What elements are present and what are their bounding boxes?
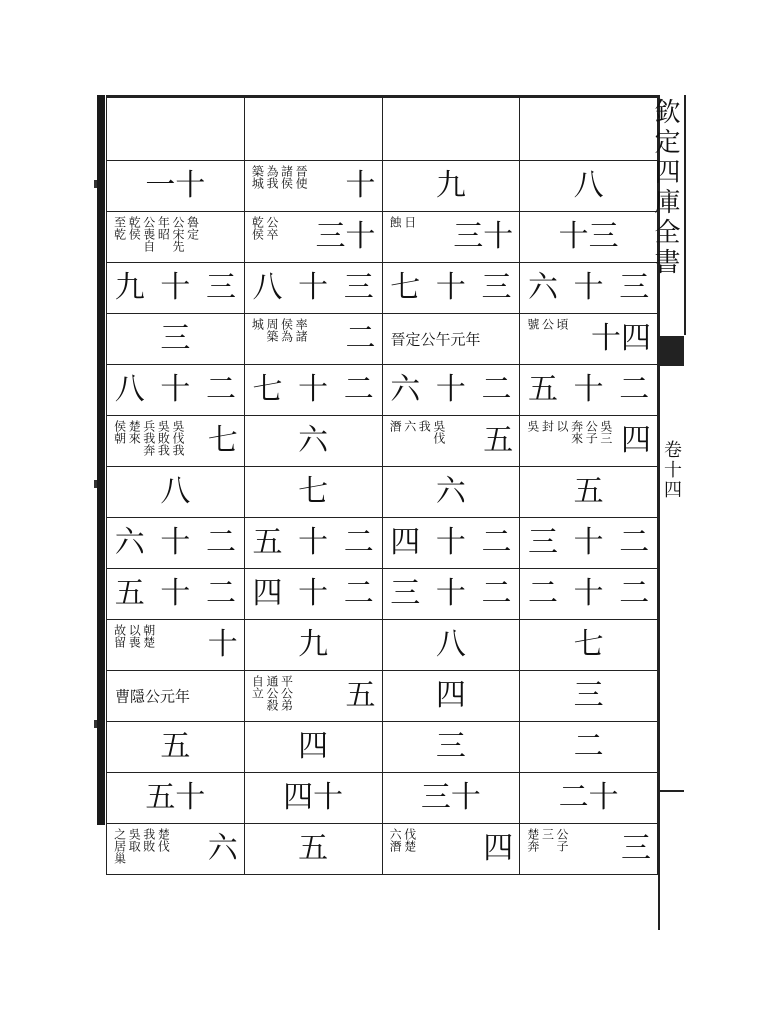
year-number bbox=[107, 372, 244, 407]
table-cell bbox=[382, 671, 520, 722]
numeral-glyph: 八 bbox=[114, 372, 145, 407]
annotation-column: 公子 bbox=[555, 828, 570, 852]
edge-tick bbox=[94, 720, 97, 728]
year-number: 四 bbox=[483, 831, 514, 866]
table-row bbox=[107, 97, 658, 161]
table-row bbox=[107, 518, 658, 569]
table-row bbox=[107, 824, 658, 875]
numeral-glyph: 十 bbox=[298, 372, 329, 407]
numeral-glyph: 八 bbox=[252, 270, 283, 305]
table-cell bbox=[107, 467, 245, 518]
table-cell bbox=[244, 722, 382, 773]
annotation-column: 率諸 bbox=[294, 318, 309, 342]
annotation-column: 封 bbox=[540, 420, 555, 432]
annotation-column: 為我 bbox=[264, 165, 279, 189]
annotation-column: 吳敗我 bbox=[156, 420, 171, 456]
annotation-column: 吳 bbox=[525, 420, 540, 432]
table-cell bbox=[107, 518, 245, 569]
table-cell bbox=[520, 467, 658, 518]
table-cell bbox=[244, 773, 382, 824]
annotation-column: 侯朝 bbox=[112, 420, 127, 444]
page-edge-bar bbox=[97, 95, 105, 825]
cell-annotation bbox=[113, 624, 155, 666]
chronology-table bbox=[106, 95, 658, 930]
annotation-column: 城 bbox=[250, 318, 265, 330]
year-number bbox=[520, 270, 657, 305]
numeral-glyph: 三 bbox=[390, 576, 421, 611]
annotation-column: 故留 bbox=[112, 624, 127, 648]
annotation-column: 楚伐 bbox=[156, 828, 171, 852]
table-cell bbox=[244, 212, 382, 263]
numeral-glyph: 二 bbox=[619, 576, 650, 611]
annotation-column: 公子 bbox=[584, 420, 599, 444]
annotation-column: 潛 bbox=[388, 420, 403, 432]
year-number: 三十 bbox=[420, 780, 481, 815]
year-number bbox=[245, 270, 382, 305]
table-cell bbox=[107, 416, 245, 467]
table-cell bbox=[107, 263, 245, 314]
table-cell bbox=[382, 518, 520, 569]
annotation-column: 吳伐我 bbox=[170, 420, 185, 456]
annotation-column: 諸侯 bbox=[279, 165, 294, 189]
year-number: 五 bbox=[483, 423, 514, 458]
table-row bbox=[107, 467, 658, 518]
edge-tick bbox=[94, 480, 97, 488]
table-cell bbox=[520, 212, 658, 263]
year-number: 五 bbox=[298, 831, 329, 866]
annotation-column: 楚奔 bbox=[525, 828, 540, 852]
table-cell bbox=[520, 569, 658, 620]
table-cell bbox=[520, 824, 658, 875]
year-number bbox=[107, 576, 244, 611]
numeral-glyph: 十 bbox=[573, 525, 604, 560]
numeral-glyph: 十 bbox=[573, 576, 604, 611]
year-number: 八 bbox=[435, 627, 466, 662]
table-cell bbox=[107, 569, 245, 620]
cell-annotation bbox=[113, 420, 184, 462]
year-number: 三 bbox=[573, 678, 604, 713]
annotation-column: 以 bbox=[555, 420, 570, 432]
table-cell bbox=[520, 365, 658, 416]
year-number bbox=[107, 525, 244, 560]
annotation-column: 頃 bbox=[555, 318, 570, 330]
table-cell bbox=[244, 263, 382, 314]
annotation-column: 吳三 bbox=[598, 420, 613, 444]
numeral-glyph: 五 bbox=[114, 576, 145, 611]
numeral-glyph: 二 bbox=[481, 576, 512, 611]
table-cell bbox=[244, 365, 382, 416]
annotation-column: 築城 bbox=[250, 165, 265, 189]
table-cell bbox=[382, 569, 520, 620]
annotation-column: 通公殺 bbox=[264, 675, 279, 711]
table-cell bbox=[107, 671, 245, 722]
cell-annotation bbox=[251, 318, 307, 360]
year-number: 四 bbox=[621, 423, 651, 458]
annotation-column: 號 bbox=[525, 318, 540, 330]
year-number: 六 bbox=[435, 474, 466, 509]
annotation-column: 乾侯 bbox=[250, 216, 265, 240]
annotation-column: 我 bbox=[417, 420, 432, 432]
cell-annotation bbox=[526, 828, 568, 870]
table-cell bbox=[107, 161, 245, 212]
numeral-glyph: 十 bbox=[298, 270, 329, 305]
cell-annotation bbox=[113, 216, 199, 258]
year-number: 七 bbox=[207, 423, 238, 458]
table-cell bbox=[107, 314, 245, 365]
table-cell bbox=[107, 365, 245, 416]
year-number: 九 bbox=[298, 627, 329, 662]
numeral-glyph: 十 bbox=[573, 270, 604, 305]
cell-annotation bbox=[251, 675, 293, 717]
annotation-column: 兵我奔 bbox=[141, 420, 156, 456]
numeral-glyph: 三 bbox=[205, 270, 236, 305]
annotation-column: 朝楚 bbox=[141, 624, 156, 648]
table-row bbox=[107, 722, 658, 773]
table-cell bbox=[520, 722, 658, 773]
cell-annotation bbox=[251, 165, 307, 207]
table-cell bbox=[244, 620, 382, 671]
table-row bbox=[107, 671, 658, 722]
numeral-glyph: 十 bbox=[160, 270, 191, 305]
table-row bbox=[107, 161, 658, 212]
table-cell bbox=[107, 722, 245, 773]
cell-note: 晉定公午元年 bbox=[390, 330, 481, 349]
year-number: 三十 bbox=[453, 219, 514, 254]
annotation-column: 六潛 bbox=[388, 828, 403, 852]
annotation-column: 蝕 bbox=[388, 216, 403, 228]
year-number bbox=[383, 576, 520, 611]
year-number bbox=[520, 576, 657, 611]
chronology-grid bbox=[106, 95, 658, 875]
numeral-glyph: 二 bbox=[528, 576, 559, 611]
table-cell bbox=[382, 722, 520, 773]
annotation-column: 楚來 bbox=[127, 420, 142, 444]
table-cell bbox=[382, 314, 520, 365]
table-cell bbox=[382, 467, 520, 518]
year-number: 二十 bbox=[558, 780, 619, 815]
title-rule bbox=[684, 95, 686, 335]
table-cell bbox=[520, 671, 658, 722]
edge-tick bbox=[94, 180, 97, 188]
numeral-glyph: 十 bbox=[573, 372, 604, 407]
year-number: 六 bbox=[207, 831, 238, 866]
numeral-glyph: 十 bbox=[435, 270, 466, 305]
year-number: 八 bbox=[573, 168, 604, 203]
annotation-column: 伐楚 bbox=[402, 828, 417, 852]
year-number: 三 bbox=[160, 321, 191, 356]
numeral-glyph: 九 bbox=[114, 270, 145, 305]
numeral-glyph: 二 bbox=[343, 372, 374, 407]
annotation-column: 侯為 bbox=[279, 318, 294, 342]
numeral-glyph: 五 bbox=[252, 525, 283, 560]
annotation-column: 公 bbox=[540, 318, 555, 330]
year-number: 十 bbox=[345, 168, 376, 203]
year-number: 五 bbox=[345, 678, 376, 713]
numeral-glyph: 六 bbox=[390, 372, 421, 407]
year-number: 七 bbox=[573, 627, 604, 662]
year-number: 十四 bbox=[591, 321, 651, 356]
table-cell bbox=[382, 97, 520, 161]
table-cell bbox=[382, 416, 520, 467]
annotation-column: 至乾 bbox=[112, 216, 127, 240]
numeral-glyph: 四 bbox=[390, 525, 421, 560]
table-cell bbox=[382, 365, 520, 416]
numeral-glyph: 十 bbox=[298, 576, 329, 611]
year-number: 四 bbox=[298, 729, 329, 764]
table-row bbox=[107, 620, 658, 671]
table-cell bbox=[244, 314, 382, 365]
annotation-column: 乾侯 bbox=[127, 216, 142, 240]
year-number: 三 bbox=[435, 729, 466, 764]
year-number: 二 bbox=[573, 729, 604, 764]
year-number: 九 bbox=[435, 168, 466, 203]
numeral-glyph: 二 bbox=[481, 525, 512, 560]
annotation-column: 以喪 bbox=[127, 624, 142, 648]
annotation-column: 日 bbox=[402, 216, 417, 228]
year-number bbox=[245, 372, 382, 407]
table-cell bbox=[107, 212, 245, 263]
annotation-column: 周築 bbox=[264, 318, 279, 342]
year-number: 五十 bbox=[145, 780, 206, 815]
table-cell bbox=[244, 569, 382, 620]
table-cell bbox=[107, 824, 245, 875]
numeral-glyph: 五 bbox=[528, 372, 559, 407]
margin-bottom-rule bbox=[660, 790, 684, 792]
year-number: 十 bbox=[207, 627, 238, 662]
numeral-glyph: 十 bbox=[435, 576, 466, 611]
year-number: 八 bbox=[160, 474, 191, 509]
numeral-glyph: 十 bbox=[160, 576, 191, 611]
year-number: 七 bbox=[298, 474, 329, 509]
annotation-column: 吳取 bbox=[127, 828, 142, 852]
table-cell bbox=[107, 97, 245, 161]
cell-annotation bbox=[389, 420, 445, 462]
table-cell bbox=[382, 620, 520, 671]
cell-annotation bbox=[251, 216, 278, 258]
table-cell bbox=[520, 416, 658, 467]
table-cell bbox=[382, 773, 520, 824]
numeral-glyph: 三 bbox=[481, 270, 512, 305]
table-cell bbox=[244, 824, 382, 875]
numeral-glyph: 二 bbox=[619, 525, 650, 560]
table-row bbox=[107, 773, 658, 824]
year-number: 三 bbox=[621, 831, 651, 866]
year-number: 一十 bbox=[145, 168, 206, 203]
year-number bbox=[245, 525, 382, 560]
numeral-glyph: 十 bbox=[160, 372, 191, 407]
table-cell bbox=[244, 467, 382, 518]
numeral-glyph: 二 bbox=[205, 525, 236, 560]
numeral-glyph: 二 bbox=[205, 372, 236, 407]
numeral-glyph: 七 bbox=[252, 372, 283, 407]
volume-label: 卷十四 bbox=[661, 440, 682, 500]
year-number bbox=[520, 372, 657, 407]
table-row bbox=[107, 569, 658, 620]
cell-note: 曹隱公元年 bbox=[115, 687, 191, 706]
year-number bbox=[520, 525, 657, 560]
table-cell bbox=[382, 212, 520, 263]
table-row bbox=[107, 263, 658, 314]
year-number: 五 bbox=[573, 474, 604, 509]
numeral-glyph: 十 bbox=[435, 525, 466, 560]
annotation-column: 公宋先 bbox=[170, 216, 185, 252]
annotation-column: 晉使 bbox=[294, 165, 309, 189]
annotation-column: 吳伐 bbox=[431, 420, 446, 444]
numeral-glyph: 七 bbox=[390, 270, 421, 305]
cell-annotation bbox=[526, 420, 612, 462]
annotation-column: 公喪自 bbox=[141, 216, 156, 252]
numeral-glyph: 二 bbox=[619, 372, 650, 407]
table-row bbox=[107, 365, 658, 416]
numeral-glyph: 六 bbox=[528, 270, 559, 305]
table-cell bbox=[520, 518, 658, 569]
numeral-glyph: 二 bbox=[343, 525, 374, 560]
table-row bbox=[107, 416, 658, 467]
numeral-glyph: 十 bbox=[435, 372, 466, 407]
table-cell bbox=[244, 671, 382, 722]
annotation-column: 公卒 bbox=[264, 216, 279, 240]
fish-tail-mark bbox=[660, 336, 684, 366]
annotation-column: 自立 bbox=[250, 675, 265, 699]
table-row bbox=[107, 212, 658, 263]
annotation-column: 奔來 bbox=[569, 420, 584, 444]
table-cell bbox=[244, 416, 382, 467]
annotation-column: 我敗 bbox=[141, 828, 156, 852]
table-cell bbox=[520, 314, 658, 365]
numeral-glyph: 四 bbox=[252, 576, 283, 611]
numeral-glyph: 十 bbox=[160, 525, 191, 560]
table-cell bbox=[244, 161, 382, 212]
table-cell bbox=[382, 824, 520, 875]
numeral-glyph: 二 bbox=[205, 576, 236, 611]
numeral-glyph: 三 bbox=[528, 525, 559, 560]
table-cell bbox=[382, 161, 520, 212]
annotation-column: 六 bbox=[402, 420, 417, 432]
numeral-glyph: 二 bbox=[481, 372, 512, 407]
table-cell bbox=[520, 773, 658, 824]
year-number bbox=[245, 576, 382, 611]
table-cell bbox=[520, 620, 658, 671]
table-cell bbox=[244, 97, 382, 161]
table-cell bbox=[520, 161, 658, 212]
table-cell bbox=[382, 263, 520, 314]
cell-annotation bbox=[526, 318, 568, 360]
year-number: 十三 bbox=[558, 219, 619, 254]
cell-annotation bbox=[389, 828, 416, 870]
year-number: 四十 bbox=[283, 780, 344, 815]
annotation-column: 魯定 bbox=[185, 216, 200, 240]
year-number bbox=[383, 372, 520, 407]
year-number bbox=[383, 270, 520, 305]
year-number: 六 bbox=[298, 423, 329, 458]
numeral-glyph: 六 bbox=[114, 525, 145, 560]
table-cell bbox=[107, 620, 245, 671]
numeral-glyph: 三 bbox=[619, 270, 650, 305]
year-number bbox=[107, 270, 244, 305]
table-cell bbox=[244, 518, 382, 569]
table-cell bbox=[107, 773, 245, 824]
cell-annotation bbox=[113, 828, 169, 870]
numeral-glyph: 十 bbox=[298, 525, 329, 560]
annotation-column: 年昭 bbox=[156, 216, 171, 240]
cell-annotation bbox=[389, 216, 416, 258]
table-cell bbox=[520, 263, 658, 314]
annotation-column: 平公弟 bbox=[279, 675, 294, 711]
table-row bbox=[107, 314, 658, 365]
table-cell bbox=[520, 97, 658, 161]
annotation-column: 三 bbox=[540, 828, 555, 840]
year-number: 四 bbox=[435, 678, 466, 713]
numeral-glyph: 二 bbox=[343, 576, 374, 611]
numeral-glyph: 三 bbox=[343, 270, 374, 305]
year-number: 三十 bbox=[315, 219, 376, 254]
year-number: 二 bbox=[345, 321, 376, 356]
annotation-column: 之居巢 bbox=[112, 828, 127, 864]
book-title: 欽定四庫全書 bbox=[650, 98, 680, 278]
year-number bbox=[383, 525, 520, 560]
year-number: 五 bbox=[160, 729, 191, 764]
